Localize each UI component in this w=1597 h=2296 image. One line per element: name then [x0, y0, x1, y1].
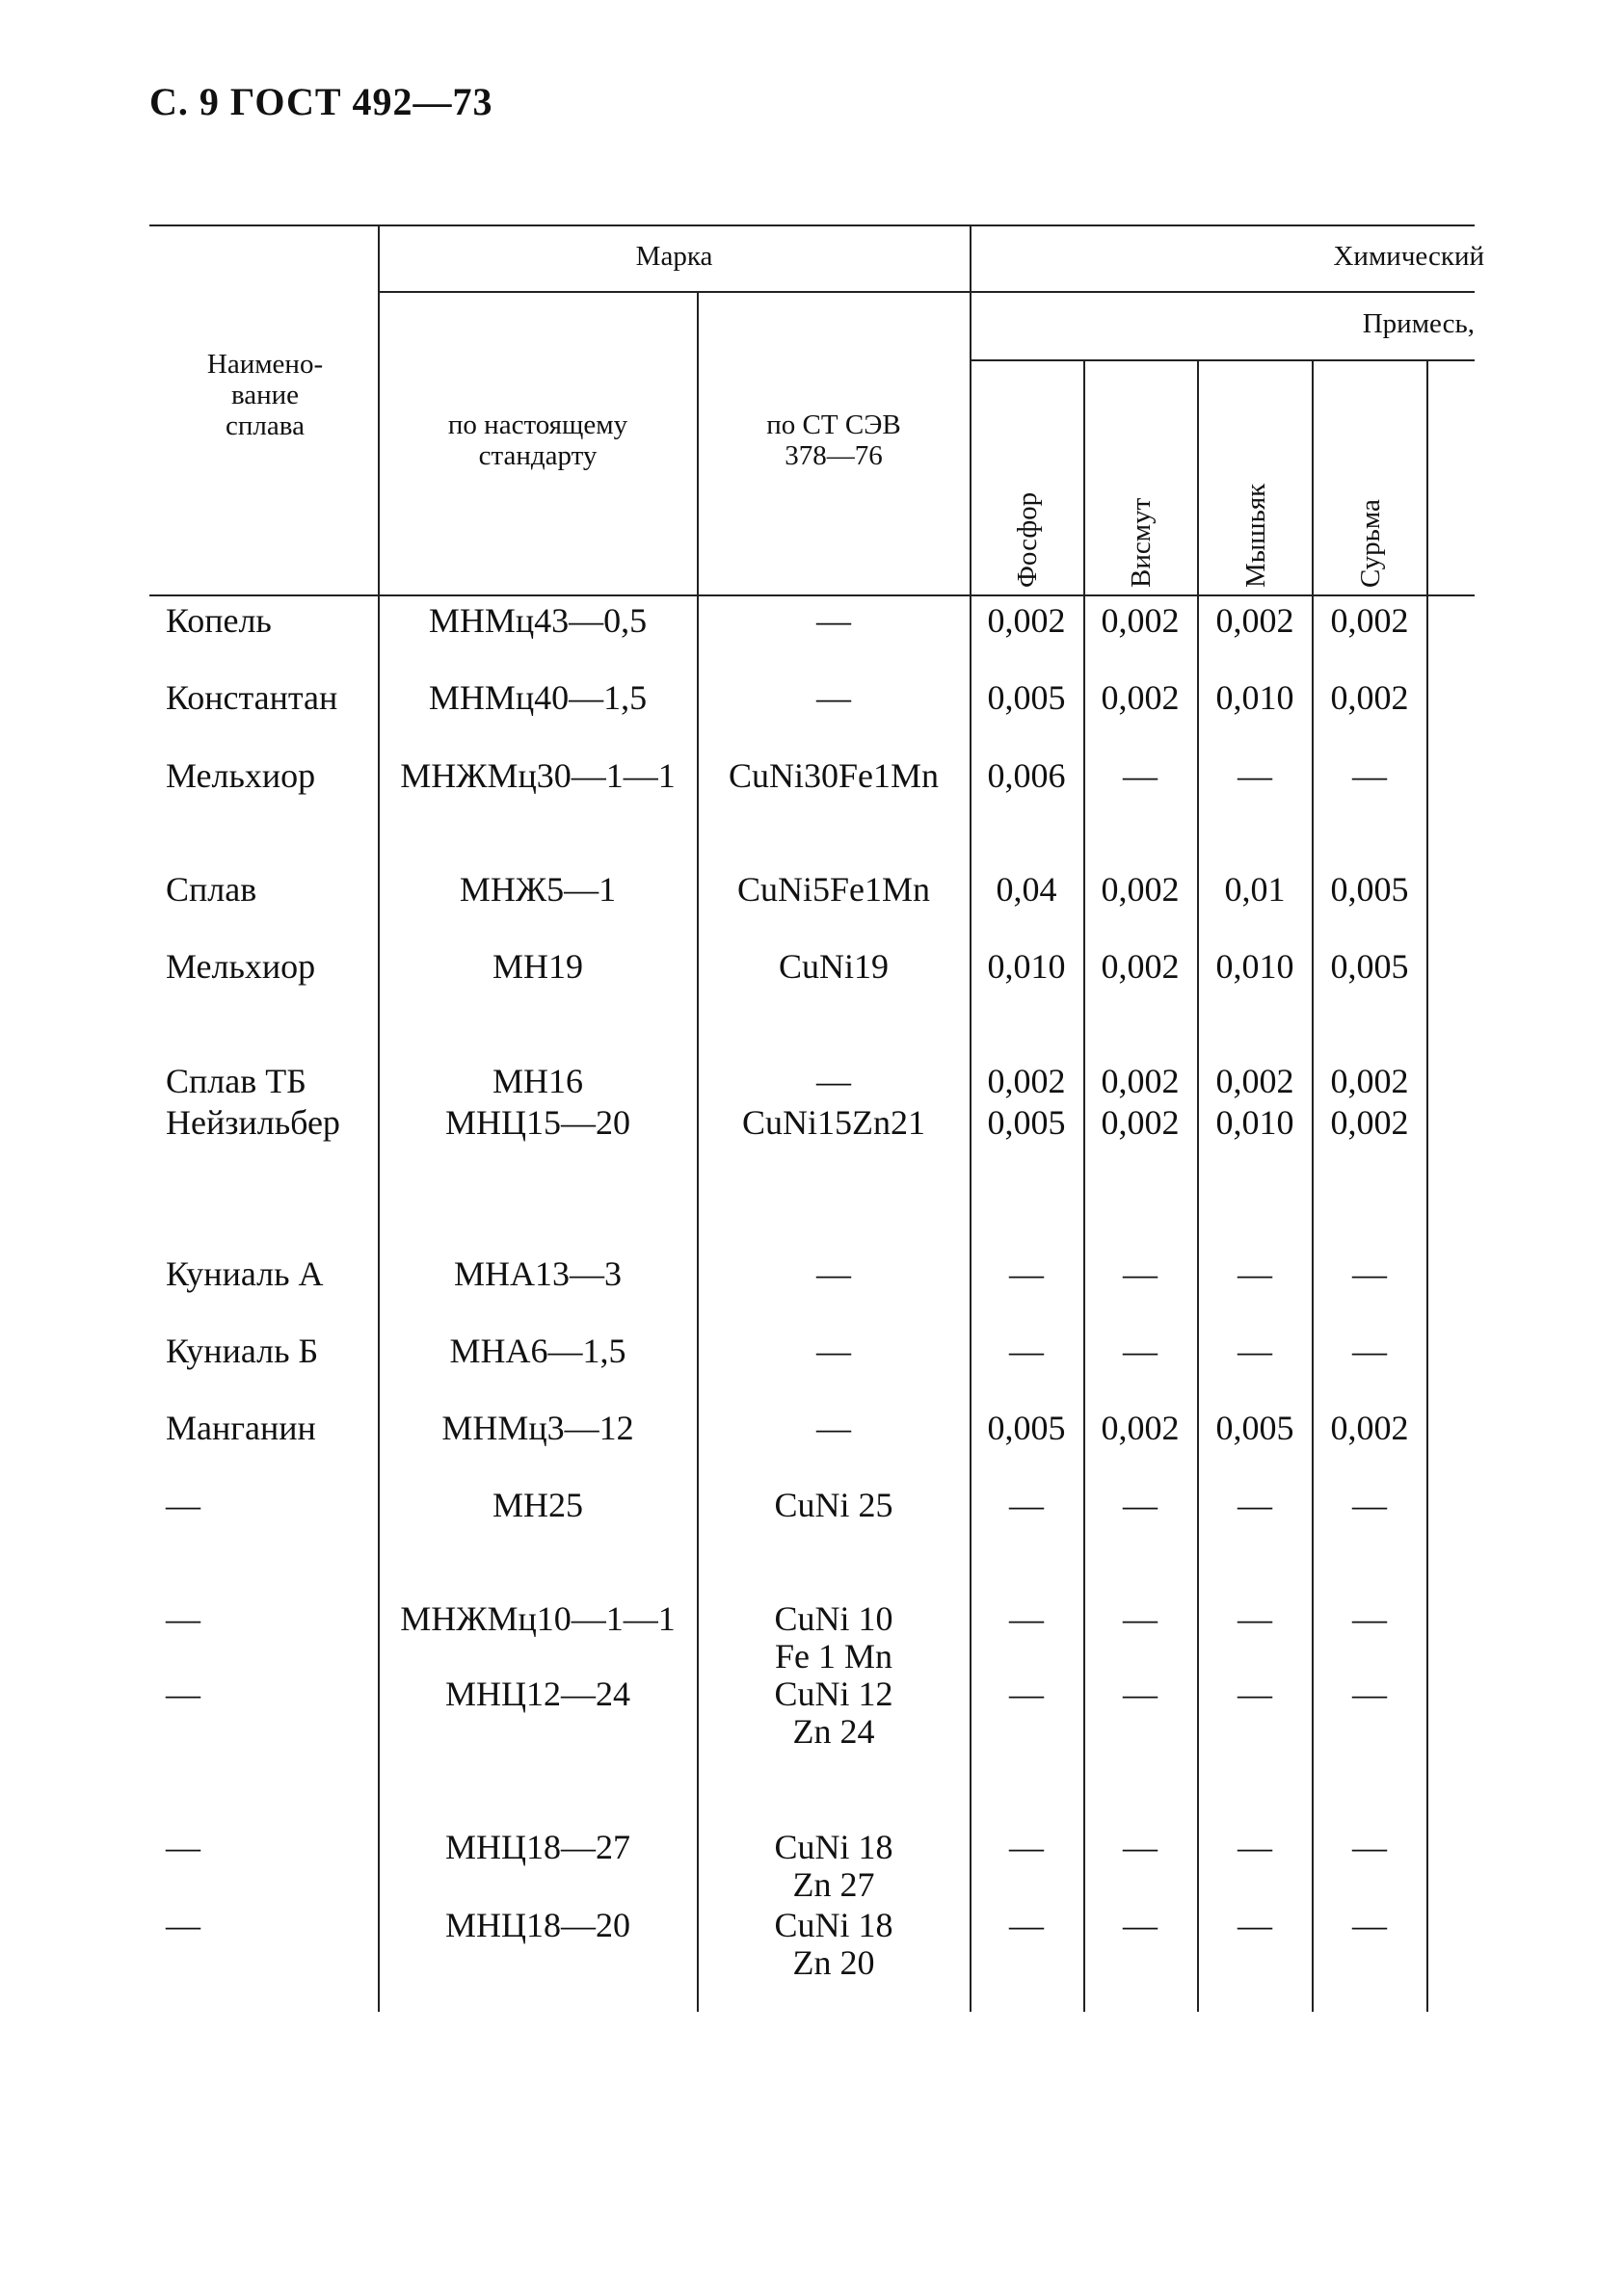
- header-impurity: Примесь,: [1362, 308, 1475, 339]
- cell-grade-current-line: МНМц40—1,5: [428, 678, 648, 717]
- cell-arsenic-line: —: [1238, 1486, 1272, 1524]
- cell-phosphorus-line: —: [1009, 1906, 1044, 1944]
- cell-antimony-line: —: [1352, 1332, 1387, 1370]
- cell-bismuth-line: 0,002: [1101, 678, 1180, 717]
- cell-bismuth-line: 0,002: [1101, 1103, 1180, 1142]
- cell-antimony-line: 0,002: [1330, 1409, 1409, 1447]
- cell-grade-current-line: МНЦ15—20: [444, 1103, 630, 1142]
- cell-alloy-name-line: Мельхиор: [166, 947, 316, 986]
- cell-grade-current-line: МНЦ18—20: [444, 1906, 630, 1944]
- cell-arsenic-line: —: [1238, 1254, 1272, 1293]
- cell-bismuth-line: —: [1123, 1828, 1158, 1866]
- cell-arsenic-line: —: [1238, 1906, 1272, 1944]
- cell-grade-current-line: МНА6—1,5: [449, 1332, 626, 1370]
- cell-phosphorus-line: 0,005: [987, 1409, 1066, 1447]
- cell-phosphorus-line: —: [1009, 1332, 1044, 1370]
- cell-grade-current: [384, 757, 692, 795]
- cell-antimony: [1215, 757, 1524, 795]
- cell-grade-sev-line: CuNi19: [778, 947, 889, 986]
- cell-grade-sev-line: —: [816, 1062, 851, 1100]
- cell-grade-current-line: МНА13—3: [453, 1254, 622, 1293]
- cell-arsenic-line: 0,005: [1215, 1409, 1294, 1447]
- cell-grade-sev-line: —: [816, 601, 851, 640]
- cell-alloy-name: [166, 602, 272, 640]
- cell-antimony-line: —: [1352, 1906, 1387, 1944]
- cell-antimony-line: 0,002: [1330, 678, 1409, 717]
- header-antimony: Сурьма: [1355, 499, 1386, 588]
- cell-alloy-name-line: —: [166, 1675, 200, 1713]
- cell-phosphorus-line: 0,005: [987, 1103, 1066, 1142]
- cell-alloy-name-line: Сплав: [166, 870, 257, 909]
- cell-grade-current: [384, 1333, 692, 1370]
- cell-antimony-line: 0,002: [1330, 1103, 1409, 1142]
- cell-arsenic-line: 0,002: [1215, 1062, 1294, 1100]
- cell-alloy-name: [29, 1487, 337, 1524]
- cell-alloy-name: [166, 948, 315, 986]
- cell-alloy-name-line: Мельхиор: [166, 756, 316, 795]
- cell-grade-current-line: МНЖМц10—1—1: [400, 1599, 676, 1638]
- cell-phosphorus-line: —: [1009, 1599, 1044, 1638]
- header-marka: Марка: [635, 241, 713, 272]
- cell-grade-current: [384, 871, 692, 909]
- cell-grade-current-line: МНМц43—0,5: [428, 601, 648, 640]
- cell-alloy-name-line: Куниаль А: [166, 1254, 324, 1293]
- cell-arsenic-line: —: [1238, 756, 1272, 795]
- cell-grade-sev-line: Zn 20: [792, 1943, 875, 1982]
- cell-alloy-name-line: Сплав ТБ: [166, 1062, 306, 1100]
- cell-grade-current-line: МН19: [492, 947, 583, 986]
- cell-alloy-name-line: —: [166, 1828, 200, 1866]
- cell-arsenic-line: —: [1238, 1599, 1272, 1638]
- cell-grade-sev-line: Zn 24: [792, 1712, 875, 1751]
- cell-antimony: [1215, 602, 1524, 640]
- cell-bismuth-line: —: [1123, 1254, 1158, 1293]
- header-arsenic: Мышьяк: [1240, 483, 1271, 588]
- cell-grade-sev-line: —: [816, 1409, 851, 1447]
- cell-arsenic-line: 0,010: [1215, 947, 1294, 986]
- cell-alloy-name-line: —: [166, 1486, 200, 1524]
- cell-grade-sev-line: Fe 1 Mn: [774, 1637, 892, 1676]
- cell-grade-sev-line: CuNi 25: [774, 1486, 893, 1524]
- cell-bismuth-line: 0,002: [1101, 1062, 1180, 1100]
- cell-grade-sev-line: —: [816, 1332, 851, 1370]
- cell-grade-sev-line: CuNi 12: [774, 1675, 893, 1713]
- cell-antimony: [1215, 1333, 1524, 1370]
- cell-grade-sev-line: —: [816, 1254, 851, 1293]
- cell-phosphorus-line: —: [1009, 1486, 1044, 1524]
- cell-arsenic-line: —: [1238, 1828, 1272, 1866]
- cell-alloy-name: [29, 1676, 337, 1713]
- cell-grade-current: [384, 1063, 692, 1100]
- header-alloy-name-line: сплава: [226, 410, 305, 441]
- cell-alloy-name: [29, 1600, 337, 1638]
- cell-alloy-name-line: Константан: [166, 678, 338, 717]
- cell-antimony-line: —: [1352, 1599, 1387, 1638]
- cell-arsenic-line: 0,010: [1215, 1103, 1294, 1142]
- cell-antimony: [1215, 1255, 1524, 1293]
- cell-arsenic-line: —: [1238, 1332, 1272, 1370]
- header-marka-current-line: стандарту: [478, 440, 598, 471]
- cell-alloy-name: [166, 1410, 316, 1447]
- cell-alloy-name: [166, 871, 256, 909]
- cell-bismuth-line: 0,002: [1101, 947, 1180, 986]
- header-alloy-name: [164, 349, 366, 441]
- cell-antimony: [1215, 1829, 1524, 1866]
- cell-antimony: [1215, 1063, 1524, 1100]
- cell-arsenic-line: 0,010: [1215, 678, 1294, 717]
- cell-grade-current: [384, 948, 692, 986]
- cell-grade-sev-line: CuNi5Fe1Mn: [736, 870, 931, 909]
- header-phosphorus: Фосфор: [1012, 491, 1043, 588]
- cell-antimony: [1215, 1104, 1524, 1142]
- cell-alloy-name: [166, 757, 315, 795]
- cell-grade-current-line: МНЖМц30—1—1: [400, 756, 676, 795]
- cell-grade-current-line: МНЦ12—24: [444, 1675, 630, 1713]
- cell-grade-sev-line: CuNi 18: [774, 1906, 893, 1944]
- cell-antimony: [1215, 871, 1524, 909]
- cell-bismuth-line: —: [1123, 1332, 1158, 1370]
- header-marka-sev-line: по СТ СЭВ: [766, 409, 901, 440]
- cell-antimony: [1215, 948, 1524, 986]
- cell-grade-current: [384, 1104, 692, 1142]
- cell-antimony-line: 0,005: [1330, 947, 1409, 986]
- cell-grade-sev-line: —: [816, 678, 851, 717]
- cell-grade-current-line: МНЖ5—1: [459, 870, 617, 909]
- col-divider-current: [697, 291, 699, 2012]
- cell-phosphorus-line: 0,010: [987, 947, 1066, 986]
- cell-grade-current: [384, 1676, 692, 1713]
- cell-bismuth-line: —: [1123, 756, 1158, 795]
- cell-arsenic-line: 0,002: [1215, 601, 1294, 640]
- cell-alloy-name: [166, 1255, 324, 1293]
- header-chemical: Химический: [1333, 241, 1484, 272]
- cell-bismuth-line: —: [1123, 1675, 1158, 1713]
- cell-grade-current: [384, 1600, 692, 1638]
- cell-antimony-line: 0,005: [1330, 870, 1409, 909]
- header-marka-current: [379, 409, 697, 471]
- cell-antimony: [1215, 1410, 1524, 1447]
- cell-bismuth-line: 0,002: [1101, 601, 1180, 640]
- cell-antimony-line: —: [1352, 1828, 1387, 1866]
- cell-grade-current-line: МНЦ18—27: [444, 1828, 630, 1866]
- cell-grade-current: [384, 1410, 692, 1447]
- cell-grade-sev-line: CuNi15Zn21: [741, 1103, 925, 1142]
- cell-grade-current: [384, 1829, 692, 1866]
- table-top-rule: [149, 224, 1475, 226]
- marka-underline: [379, 291, 1475, 293]
- cell-alloy-name: [29, 1829, 337, 1866]
- cell-grade-sev-line: CuNi 18: [774, 1828, 893, 1866]
- cell-alloy-name-line: —: [166, 1906, 200, 1944]
- cell-phosphorus-line: 0,005: [987, 678, 1066, 717]
- cell-grade-current-line: МН25: [492, 1486, 583, 1524]
- cell-phosphorus-line: 0,002: [987, 601, 1066, 640]
- header-marka-current-line: по настоящему: [447, 409, 628, 440]
- impurity-underline: [971, 359, 1475, 361]
- cell-antimony: [1215, 679, 1524, 717]
- cell-antimony-line: 0,002: [1330, 601, 1409, 640]
- cell-phosphorus-line: —: [1009, 1675, 1044, 1713]
- header-marka-sev: [698, 409, 970, 471]
- cell-antimony: [1215, 1907, 1524, 1944]
- header-marka-sev-line: 378—76: [785, 440, 883, 471]
- cell-grade-sev-line: CuNi 10: [774, 1599, 893, 1638]
- cell-grade-sev-line: Zn 27: [792, 1865, 875, 1904]
- header-bottom-rule: [149, 594, 1475, 596]
- cell-bismuth-line: 0,002: [1101, 1409, 1180, 1447]
- cell-bismuth-line: —: [1123, 1599, 1158, 1638]
- cell-alloy-name: [166, 1104, 340, 1142]
- cell-phosphorus-line: 0,006: [987, 756, 1066, 795]
- cell-grade-current: [384, 679, 692, 717]
- cell-phosphorus-line: 0,04: [996, 870, 1057, 909]
- cell-alloy-name-line: —: [166, 1599, 200, 1638]
- cell-bismuth-line: —: [1123, 1486, 1158, 1524]
- cell-alloy-name: [166, 1333, 318, 1370]
- cell-arsenic-line: 0,01: [1224, 870, 1286, 909]
- cell-grade-current: [384, 1255, 692, 1293]
- cell-antimony-line: —: [1352, 1486, 1387, 1524]
- cell-grade-current-line: МНМц3—12: [441, 1409, 634, 1447]
- cell-alloy-name-line: Нейзильбер: [166, 1103, 340, 1142]
- cell-alloy-name-line: Манганин: [166, 1409, 316, 1447]
- cell-bismuth-line: —: [1123, 1906, 1158, 1944]
- header-bismuth: Висмут: [1126, 497, 1157, 588]
- cell-alloy-name: [166, 679, 337, 717]
- cell-phosphorus-line: —: [1009, 1254, 1044, 1293]
- cell-antimony: [1215, 1487, 1524, 1524]
- header-alloy-name-line: вание: [230, 380, 300, 410]
- cell-alloy-name-line: Куниаль Б: [166, 1332, 319, 1370]
- cell-alloy-name: [166, 1063, 306, 1100]
- cell-antimony-line: —: [1352, 756, 1387, 795]
- cell-phosphorus-line: 0,002: [987, 1062, 1066, 1100]
- cell-grade-current: [384, 1907, 692, 1944]
- cell-antimony-line: 0,002: [1330, 1062, 1409, 1100]
- cell-grade-current: [384, 1487, 692, 1524]
- cell-grade-sev-line: CuNi30Fe1Mn: [728, 756, 940, 795]
- cell-grade-current: [384, 602, 692, 640]
- cell-antimony-line: —: [1352, 1675, 1387, 1713]
- page-header: С. 9 ГОСТ 492—73: [149, 80, 493, 123]
- cell-antimony-line: —: [1352, 1254, 1387, 1293]
- cell-arsenic-line: —: [1238, 1675, 1272, 1713]
- header-alloy-name-line: Наимено-: [206, 349, 324, 380]
- cell-antimony: [1215, 1676, 1524, 1713]
- cell-phosphorus-line: —: [1009, 1828, 1044, 1866]
- cell-grade-current-line: МН16: [492, 1062, 583, 1100]
- cell-alloy-name-line: Копель: [166, 601, 272, 640]
- cell-bismuth-line: 0,002: [1101, 870, 1180, 909]
- col-divider-name: [378, 224, 380, 2012]
- cell-antimony: [1215, 1600, 1524, 1638]
- cell-alloy-name: [29, 1907, 337, 1944]
